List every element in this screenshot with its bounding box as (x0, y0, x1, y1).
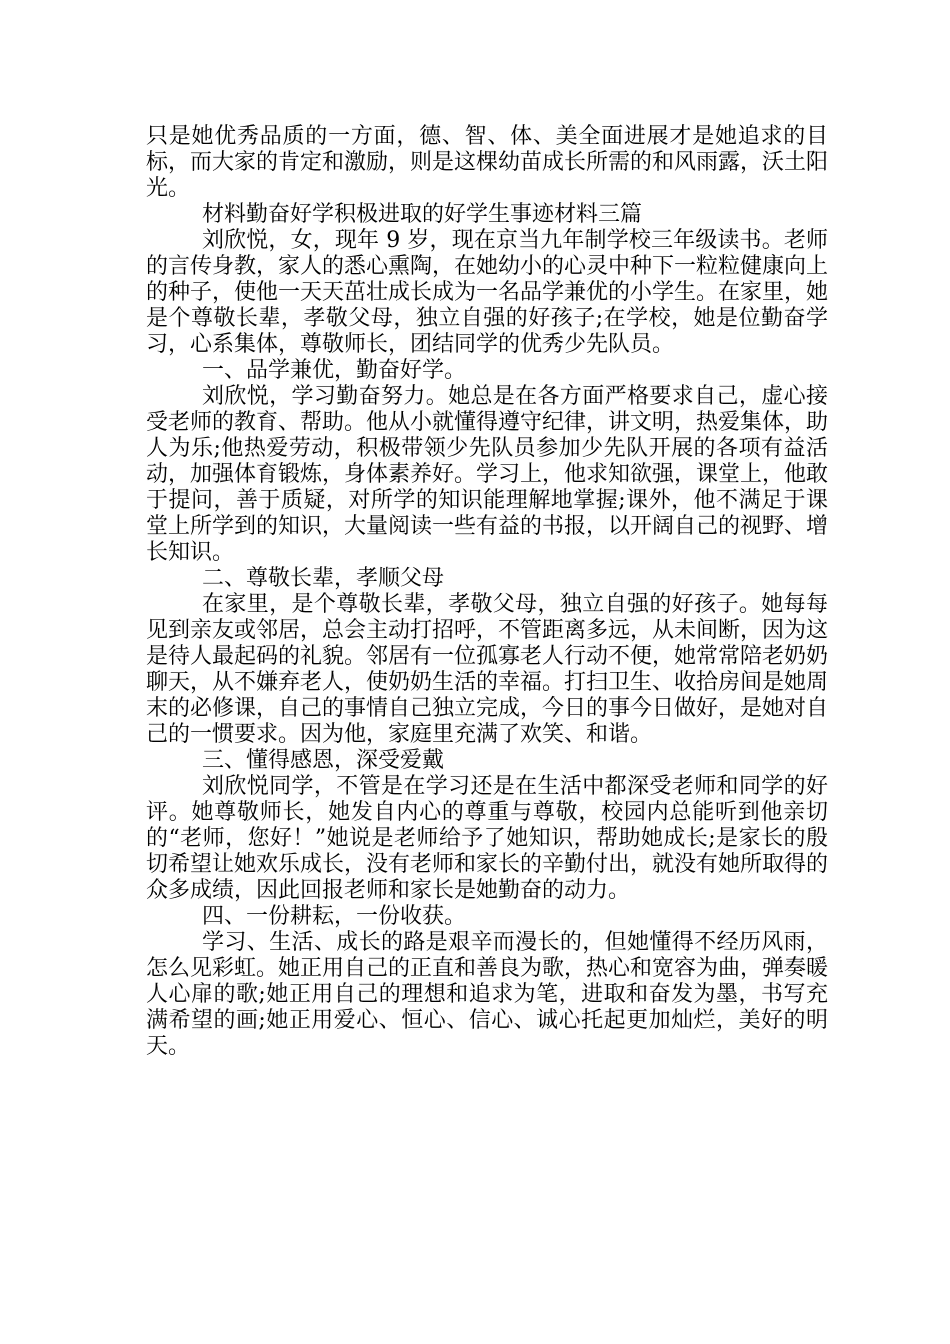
section-heading-4: 四、一份耕耘，一份收获。 (202, 904, 467, 929)
paragraph-section-4: 学习、生活、成长的路是艰辛而漫长的，但她懂得不经历风雨，怎么见彩虹。她正用自己的正直和善良为歌，热心和宽容为曲，弹奏暖人心扉的歌;她正用自己的理想和追求为笔，进取和奋发为墨，书写充满希望的画;她正用爱心、恒心、信心、诚心托起更加灿烂，美好的明天。 (146, 930, 829, 1059)
section-heading-2: 二、尊敬长辈，孝顺父母 (202, 566, 445, 591)
document-title: 材料勤奋好学积极进取的好学生事迹材料三篇 (202, 202, 643, 227)
paragraph-intro-continuation: 只是她优秀品质的一方面，德、智、体、美全面进展才是她追求的目标，而大家的肯定和激励，则是这棵幼苗成长所需的和风雨露，沃土阳光。 (146, 124, 829, 201)
paragraph-section-2: 在家里，是个尊敬长辈，孝敬父母，独立自强的好孩子。她每每见到亲友或邻居，总会主动打招呼，不管距离多远，从未间断，因为这是待人最起码的礼貌。邻居有一位孤寡老人行动不便，她常常陪老奶奶聊天，从不嫌弃老人，使奶奶生活的幸福。打扫卫生、收拾房间是她周末的必修课，自己的事情自己独立完成，今日的事今日做好，是她对自己的一惯要求。因为他，家庭里充满了欢笑、和谐。 (146, 592, 829, 747)
section-heading-3: 三、懂得感恩，深受爱戴 (202, 748, 445, 773)
paragraph-introduction: 刘欣悦，女，现年 9 岁，现在京当九年制学校三年级读书。老师的言传身教，家人的悉心熏陶，在她幼小的心灵中种下一粒粒健康向上的种子，使他一天天茁壮成长成为一名品学兼优的小学生。在家里，她是个尊敬长辈，孝敬父母，独立自强的好孩子;在学校，她是位勤奋学习，心系集体，尊敬师长，团结同学的优秀少先队员。 (146, 228, 829, 357)
section-heading-1: 一、品学兼优，勤奋好学。 (202, 358, 467, 383)
document-body (146, 124, 828, 1060)
paragraph-section-3: 刘欣悦同学，不管是在学习还是在生活中都深受老师和同学的好评。她尊敬师长，她发自内心的尊重与尊敬，校园内总能听到他亲切的“老师，您好！”她说是老师给予了她知识，帮助她成长;是家长的殷切希望让她欢乐成长，没有老师和家长的辛勤付出，就没有她所取得的众多成绩，因此回报老师和家长是她勤奋的动力。 (146, 774, 829, 903)
paragraph-section-1: 刘欣悦，学习勤奋努力。她总是在各方面严格要求自己，虚心接受老师的教育、帮助。他从小就懂得遵守纪律，讲文明，热爱集体，助人为乐;他热爱劳动，积极带领少先队员参加少先队开展的各项有益活动，加强体育锻炼，身体素养好。学习上，他求知欲强，课堂上，他敢于提问，善于质疑，对所学的知识能理解地掌握;课外，他不满足于课堂上所学到的知识，大量阅读一些有益的书报，以开阔自己的视野、增长知识。 (146, 384, 829, 565)
